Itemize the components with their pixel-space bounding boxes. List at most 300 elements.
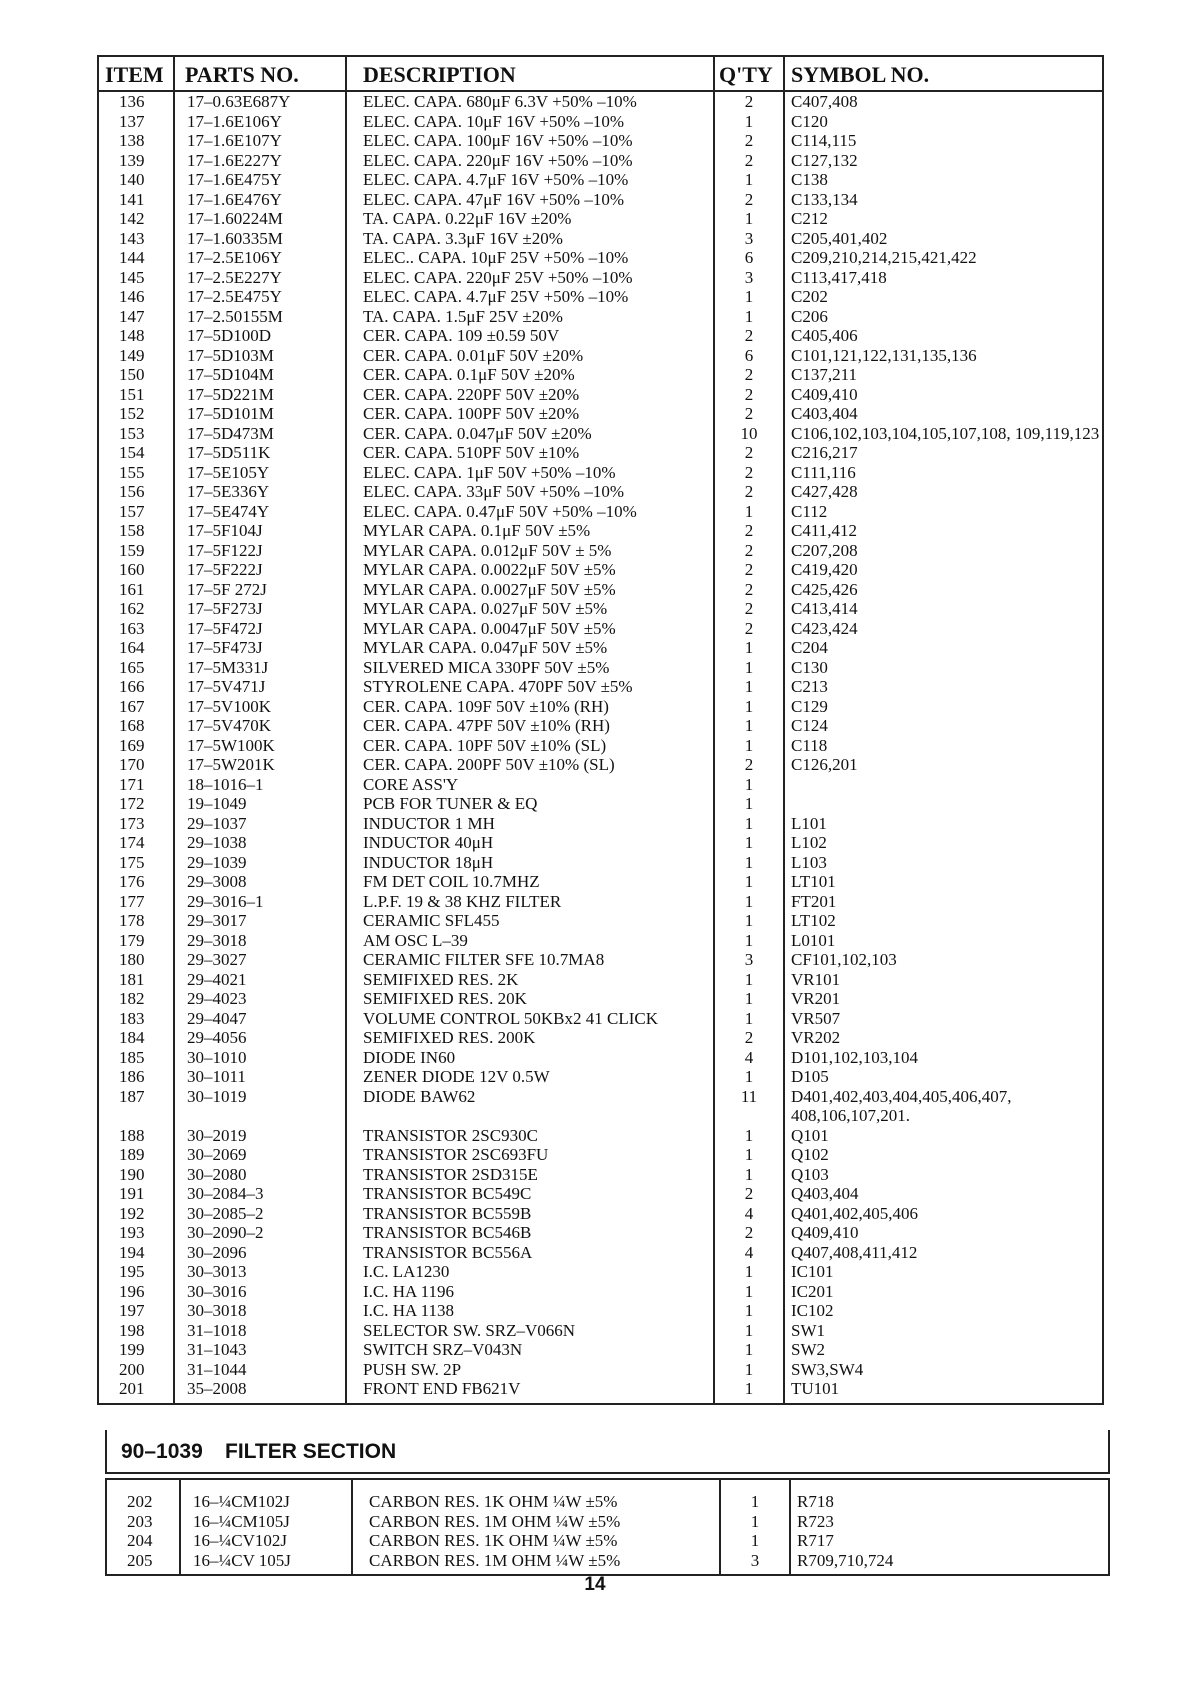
- description-cell: CER. CAPA. 10PF 50V ±10% (SL): [346, 736, 714, 756]
- symbol-cell: R717: [790, 1531, 1109, 1551]
- parts-no-cell: 30–1011: [174, 1067, 346, 1087]
- symbol-cell: C202: [784, 287, 1103, 307]
- description-cell: CERAMIC SFL455: [346, 911, 714, 931]
- item-cell: 179: [98, 931, 174, 951]
- table-row: [98, 1165, 1103, 1185]
- item-cell: 174: [98, 833, 174, 853]
- item-cell: 142: [98, 209, 174, 229]
- table-row: [98, 307, 1103, 327]
- table-row: [98, 1223, 1103, 1243]
- parts-no-cell: 17–1.6E107Y: [174, 131, 346, 151]
- qty-cell: 1: [714, 307, 784, 327]
- symbol-cell: LT102: [784, 911, 1103, 931]
- qty-cell: 1: [714, 814, 784, 834]
- qty-cell: 4: [714, 1243, 784, 1263]
- description-cell: ELEC. CAPA. 10μF 16V +50% –10%: [346, 112, 714, 132]
- table-row: [98, 1379, 1103, 1404]
- parts-no-cell: 17–0.63E687Y: [174, 91, 346, 112]
- symbol-cell: C212: [784, 209, 1103, 229]
- symbol-cell: C425,426: [784, 580, 1103, 600]
- symbol-cell: C423,424: [784, 619, 1103, 639]
- qty-cell: 2: [714, 463, 784, 483]
- table-row: [98, 365, 1103, 385]
- parts-no-cell: 17–5W201K: [174, 755, 346, 775]
- table-row: [98, 638, 1103, 658]
- table-row: [98, 1262, 1103, 1282]
- qty-cell: 1: [714, 287, 784, 307]
- qty-cell: 2: [714, 1223, 784, 1243]
- table-row: [98, 853, 1103, 873]
- description-cell: AM OSC L–39: [346, 931, 714, 951]
- table-row: [98, 287, 1103, 307]
- item-cell: 197: [98, 1301, 174, 1321]
- parts-table-body: [98, 91, 1103, 1404]
- parts-no-cell: 17–5E474Y: [174, 502, 346, 522]
- description-cell: CER. CAPA. 0.01μF 50V ±20%: [346, 346, 714, 366]
- qty-cell: 3: [714, 268, 784, 288]
- parts-no-cell: 30–2085–2: [174, 1204, 346, 1224]
- item-cell: 194: [98, 1243, 174, 1263]
- item-cell: 136: [98, 91, 174, 112]
- parts-no-cell: 17–1.60335M: [174, 229, 346, 249]
- symbol-cell: D401,402,403,404,405,406,407, 408,106,107,201.: [784, 1087, 1103, 1126]
- description-cell: I.C. LA1230: [346, 1262, 714, 1282]
- section-code: 90–1039: [121, 1440, 203, 1463]
- qty-cell: 1: [714, 697, 784, 717]
- symbol-cell: R723: [790, 1512, 1109, 1532]
- parts-no-cell: 29–4047: [174, 1009, 346, 1029]
- qty-cell: 1: [714, 170, 784, 190]
- description-cell: SEMIFIXED RES. 20K: [346, 989, 714, 1009]
- description-cell: TRANSISTOR 2SD315E: [346, 1165, 714, 1185]
- symbol-cell: D105: [784, 1067, 1103, 1087]
- description-cell: FM DET COIL 10.7MHZ: [346, 872, 714, 892]
- description-cell: SELECTOR SW. SRZ–V066N: [346, 1321, 714, 1341]
- description-cell: DIODE BAW62: [346, 1087, 714, 1126]
- table-row: [98, 599, 1103, 619]
- parts-no-cell: 17–5V100K: [174, 697, 346, 717]
- header-symbol-no: SYMBOL NO.: [784, 56, 1103, 91]
- table-row: [98, 1028, 1103, 1048]
- parts-no-cell: 17–1.6E227Y: [174, 151, 346, 171]
- parts-no-cell: 19–1049: [174, 794, 346, 814]
- item-cell: 182: [98, 989, 174, 1009]
- table-row: [98, 697, 1103, 717]
- description-cell: FRONT END FB621V: [346, 1379, 714, 1404]
- parts-no-cell: 30–2019: [174, 1126, 346, 1146]
- table-row: [98, 1243, 1103, 1263]
- symbol-cell: C407,408: [784, 91, 1103, 112]
- symbol-cell: VR101: [784, 970, 1103, 990]
- parts-no-cell: 17–5D104M: [174, 365, 346, 385]
- description-cell: CORE ASS'Y: [346, 775, 714, 795]
- description-cell: TRANSISTOR BC559B: [346, 1204, 714, 1224]
- parts-no-cell: 29–4021: [174, 970, 346, 990]
- description-cell: TA. CAPA. 3.3μF 16V ±20%: [346, 229, 714, 249]
- parts-no-cell: 29–4056: [174, 1028, 346, 1048]
- description-cell: CER. CAPA. 109 ±0.59 50V: [346, 326, 714, 346]
- item-cell: 199: [98, 1340, 174, 1360]
- description-cell: CER. CAPA. 220PF 50V ±20%: [346, 385, 714, 405]
- symbol-cell: SW2: [784, 1340, 1103, 1360]
- table-row: [98, 209, 1103, 229]
- section-title: FILTER SECTION: [225, 1440, 397, 1463]
- table-row: [98, 755, 1103, 775]
- symbol-cell: R709,710,724: [790, 1551, 1109, 1576]
- item-cell: 145: [98, 268, 174, 288]
- table-row: [98, 989, 1103, 1009]
- description-cell: TRANSISTOR BC556A: [346, 1243, 714, 1263]
- qty-cell: 1: [714, 716, 784, 736]
- qty-cell: 2: [714, 560, 784, 580]
- qty-cell: 1: [714, 677, 784, 697]
- description-cell: SILVERED MICA 330PF 50V ±5%: [346, 658, 714, 678]
- parts-no-cell: 30–1019: [174, 1087, 346, 1126]
- symbol-cell: L102: [784, 833, 1103, 853]
- item-cell: 166: [98, 677, 174, 697]
- symbol-cell: FT201: [784, 892, 1103, 912]
- qty-cell: 1: [714, 911, 784, 931]
- table-row: [98, 911, 1103, 931]
- item-cell: 170: [98, 755, 174, 775]
- parts-no-cell: 17–1.6E475Y: [174, 170, 346, 190]
- qty-cell: 6: [714, 248, 784, 268]
- symbol-cell: C114,115: [784, 131, 1103, 151]
- item-cell: 193: [98, 1223, 174, 1243]
- table-row: [98, 1360, 1103, 1380]
- table-row: [98, 736, 1103, 756]
- parts-no-cell: 30–3016: [174, 1282, 346, 1302]
- qty-cell: 11: [714, 1087, 784, 1126]
- description-cell: ELEC. CAPA. 220μF 25V +50% –10%: [346, 268, 714, 288]
- qty-cell: 3: [714, 229, 784, 249]
- parts-no-cell: 17–5F222J: [174, 560, 346, 580]
- description-cell: TRANSISTOR BC546B: [346, 1223, 714, 1243]
- description-cell: INDUCTOR 18μH: [346, 853, 714, 873]
- qty-cell: 2: [714, 1184, 784, 1204]
- table-row: [98, 833, 1103, 853]
- item-cell: 188: [98, 1126, 174, 1146]
- description-cell: CERAMIC FILTER SFE 10.7MA8: [346, 950, 714, 970]
- item-cell: 178: [98, 911, 174, 931]
- table-row: [98, 170, 1103, 190]
- qty-cell: 1: [714, 775, 784, 795]
- item-cell: 180: [98, 950, 174, 970]
- table-row: [98, 112, 1103, 132]
- symbol-cell: C133,134: [784, 190, 1103, 210]
- qty-cell: 1: [714, 1145, 784, 1165]
- table-row: [98, 443, 1103, 463]
- symbol-cell: C403,404: [784, 404, 1103, 424]
- symbol-cell: [784, 775, 1103, 795]
- description-cell: SWITCH SRZ–V043N: [346, 1340, 714, 1360]
- table-row: [98, 931, 1103, 951]
- qty-cell: 1: [714, 1301, 784, 1321]
- item-cell: 153: [98, 424, 174, 444]
- qty-cell: 2: [714, 521, 784, 541]
- table-row: [98, 580, 1103, 600]
- symbol-cell: SW3,SW4: [784, 1360, 1103, 1380]
- qty-cell: 4: [714, 1204, 784, 1224]
- symbol-cell: Q403,404: [784, 1184, 1103, 1204]
- parts-no-cell: 29–3017: [174, 911, 346, 931]
- symbol-cell: C209,210,214,215,421,422: [784, 248, 1103, 268]
- item-cell: 184: [98, 1028, 174, 1048]
- item-cell: 191: [98, 1184, 174, 1204]
- description-cell: TRANSISTOR 2SC930C: [346, 1126, 714, 1146]
- symbol-cell: D101,102,103,104: [784, 1048, 1103, 1068]
- item-cell: 173: [98, 814, 174, 834]
- table-row: [106, 1479, 1109, 1512]
- table-row: [98, 950, 1103, 970]
- table-row: [106, 1531, 1109, 1551]
- qty-cell: 2: [714, 1028, 784, 1048]
- parts-no-cell: 16–¼CM105J: [180, 1512, 352, 1532]
- item-cell: 189: [98, 1145, 174, 1165]
- parts-no-cell: 35–2008: [174, 1379, 346, 1404]
- table-row: [98, 326, 1103, 346]
- symbol-cell: L101: [784, 814, 1103, 834]
- symbol-cell: Q103: [784, 1165, 1103, 1185]
- description-cell: CARBON RES. 1M OHM ¼W ±5%: [352, 1551, 720, 1576]
- description-cell: ZENER DIODE 12V 0.5W: [346, 1067, 714, 1087]
- parts-no-cell: 29–1038: [174, 833, 346, 853]
- qty-cell: 1: [720, 1531, 790, 1551]
- item-cell: 144: [98, 248, 174, 268]
- qty-cell: 1: [714, 1067, 784, 1087]
- item-cell: 187: [98, 1087, 174, 1126]
- description-cell: MYLAR CAPA. 0.027μF 50V ±5%: [346, 599, 714, 619]
- item-cell: 165: [98, 658, 174, 678]
- symbol-cell: C118: [784, 736, 1103, 756]
- item-cell: 157: [98, 502, 174, 522]
- description-cell: CER. CAPA. 0.047μF 50V ±20%: [346, 424, 714, 444]
- table-row: [98, 1184, 1103, 1204]
- symbol-cell: VR201: [784, 989, 1103, 1009]
- description-cell: CER. CAPA. 0.1μF 50V ±20%: [346, 365, 714, 385]
- header-item: ITEM: [98, 56, 174, 91]
- parts-no-cell: 18–1016–1: [174, 775, 346, 795]
- qty-cell: 1: [714, 1165, 784, 1185]
- parts-no-cell: 29–4023: [174, 989, 346, 1009]
- symbol-cell: C216,217: [784, 443, 1103, 463]
- item-cell: 141: [98, 190, 174, 210]
- table-row: [98, 1321, 1103, 1341]
- symbol-cell: IC201: [784, 1282, 1103, 1302]
- parts-no-cell: 29–3016–1: [174, 892, 346, 912]
- description-cell: ELEC. CAPA. 33μF 50V +50% –10%: [346, 482, 714, 502]
- description-cell: TA. CAPA. 0.22μF 16V ±20%: [346, 209, 714, 229]
- item-cell: 201: [98, 1379, 174, 1404]
- symbol-cell: L103: [784, 853, 1103, 873]
- parts-no-cell: 17–1.60224M: [174, 209, 346, 229]
- symbol-cell: C130: [784, 658, 1103, 678]
- description-cell: MYLAR CAPA. 0.0022μF 50V ±5%: [346, 560, 714, 580]
- qty-cell: 1: [720, 1512, 790, 1532]
- qty-cell: 1: [714, 658, 784, 678]
- parts-no-cell: 17–5D221M: [174, 385, 346, 405]
- qty-cell: 1: [714, 892, 784, 912]
- symbol-cell: C405,406: [784, 326, 1103, 346]
- description-cell: CER. CAPA. 510PF 50V ±10%: [346, 443, 714, 463]
- item-cell: 176: [98, 872, 174, 892]
- symbol-cell: C206: [784, 307, 1103, 327]
- parts-no-cell: 17–5E336Y: [174, 482, 346, 502]
- table-row: [98, 677, 1103, 697]
- symbol-cell: Q409,410: [784, 1223, 1103, 1243]
- table-row: [106, 1551, 1109, 1576]
- parts-no-cell: 17–5D511K: [174, 443, 346, 463]
- parts-no-cell: 31–1044: [174, 1360, 346, 1380]
- symbol-cell: [784, 794, 1103, 814]
- symbol-cell: C427,428: [784, 482, 1103, 502]
- table-row: [98, 385, 1103, 405]
- symbol-cell: C138: [784, 170, 1103, 190]
- item-cell: 196: [98, 1282, 174, 1302]
- parts-no-cell: 17–5F122J: [174, 541, 346, 561]
- qty-cell: 2: [714, 326, 784, 346]
- parts-no-cell: 29–3008: [174, 872, 346, 892]
- qty-cell: 2: [714, 190, 784, 210]
- item-cell: 138: [98, 131, 174, 151]
- symbol-cell: SW1: [784, 1321, 1103, 1341]
- item-cell: 169: [98, 736, 174, 756]
- table-row: [98, 268, 1103, 288]
- item-cell: 198: [98, 1321, 174, 1341]
- qty-cell: 6: [714, 346, 784, 366]
- symbol-cell: IC101: [784, 1262, 1103, 1282]
- page-number: 14: [584, 1574, 606, 1595]
- parts-no-cell: 17–5V471J: [174, 677, 346, 697]
- table-row: [98, 775, 1103, 795]
- qty-cell: 1: [714, 794, 784, 814]
- table-row: [98, 872, 1103, 892]
- filter-parts-table: [105, 1478, 1110, 1576]
- parts-no-cell: 17–5D100D: [174, 326, 346, 346]
- symbol-cell: C413,414: [784, 599, 1103, 619]
- qty-cell: 1: [714, 853, 784, 873]
- symbol-cell: C120: [784, 112, 1103, 132]
- parts-no-cell: 29–1037: [174, 814, 346, 834]
- parts-no-cell: 17–5V470K: [174, 716, 346, 736]
- symbol-cell: C419,420: [784, 560, 1103, 580]
- symbol-cell: C101,121,122,131,135,136: [784, 346, 1103, 366]
- parts-no-cell: 16–¼CV102J: [180, 1531, 352, 1551]
- description-cell: ELEC. CAPA. 4.7μF 16V +50% –10%: [346, 170, 714, 190]
- description-cell: TRANSISTOR BC549C: [346, 1184, 714, 1204]
- qty-cell: 2: [714, 385, 784, 405]
- symbol-cell: C113,417,418: [784, 268, 1103, 288]
- table-row: [98, 1126, 1103, 1146]
- description-cell: ELEC. CAPA. 4.7μF 25V +50% –10%: [346, 287, 714, 307]
- symbol-cell: Q101: [784, 1126, 1103, 1146]
- item-cell: 137: [98, 112, 174, 132]
- item-cell: 151: [98, 385, 174, 405]
- description-cell: CER. CAPA. 109F 50V ±10% (RH): [346, 697, 714, 717]
- item-cell: 148: [98, 326, 174, 346]
- table-row: [98, 502, 1103, 522]
- item-cell: 161: [98, 580, 174, 600]
- symbol-cell: LT101: [784, 872, 1103, 892]
- parts-no-cell: 17–5F472J: [174, 619, 346, 639]
- symbol-cell: VR507: [784, 1009, 1103, 1029]
- header-qty: Q'TY: [714, 56, 784, 91]
- table-row: [98, 404, 1103, 424]
- parts-no-cell: 17–5D473M: [174, 424, 346, 444]
- qty-cell: 3: [720, 1551, 790, 1576]
- item-cell: 185: [98, 1048, 174, 1068]
- table-row: [98, 151, 1103, 171]
- item-cell: 163: [98, 619, 174, 639]
- item-cell: 177: [98, 892, 174, 912]
- symbol-cell: L0101: [784, 931, 1103, 951]
- qty-cell: 1: [714, 989, 784, 1009]
- item-cell: 162: [98, 599, 174, 619]
- parts-no-cell: 17–2.5E227Y: [174, 268, 346, 288]
- table-row: [98, 1340, 1103, 1360]
- item-cell: 205: [106, 1551, 180, 1576]
- symbol-cell: C124: [784, 716, 1103, 736]
- item-cell: 152: [98, 404, 174, 424]
- table-row: [98, 619, 1103, 639]
- parts-no-cell: 30–1010: [174, 1048, 346, 1068]
- description-cell: INDUCTOR 1 MH: [346, 814, 714, 834]
- parts-no-cell: 29–3018: [174, 931, 346, 951]
- symbol-cell: Q401,402,405,406: [784, 1204, 1103, 1224]
- item-cell: 202: [106, 1479, 180, 1512]
- item-cell: 181: [98, 970, 174, 990]
- table-row: [98, 248, 1103, 268]
- item-cell: 168: [98, 716, 174, 736]
- symbol-cell: C126,201: [784, 755, 1103, 775]
- parts-no-cell: 17–5W100K: [174, 736, 346, 756]
- symbol-cell: Q102: [784, 1145, 1103, 1165]
- description-cell: ELEC. CAPA. 1μF 50V +50% –10%: [346, 463, 714, 483]
- parts-no-cell: 17–2.50155M: [174, 307, 346, 327]
- section-header: [105, 1430, 1110, 1474]
- description-cell: ELEC.. CAPA. 10μF 25V +50% –10%: [346, 248, 714, 268]
- table-row: [98, 424, 1103, 444]
- qty-cell: 1: [714, 833, 784, 853]
- symbol-cell: C205,401,402: [784, 229, 1103, 249]
- parts-no-cell: 17–5M331J: [174, 658, 346, 678]
- description-cell: L.P.F. 19 & 38 KHZ FILTER: [346, 892, 714, 912]
- qty-cell: 1: [714, 872, 784, 892]
- symbol-cell: IC102: [784, 1301, 1103, 1321]
- parts-no-cell: 31–1043: [174, 1340, 346, 1360]
- item-cell: 139: [98, 151, 174, 171]
- description-cell: MYLAR CAPA. 0.0047μF 50V ±5%: [346, 619, 714, 639]
- parts-no-cell: 17–2.5E106Y: [174, 248, 346, 268]
- table-row: [98, 1067, 1103, 1087]
- table-row: [98, 560, 1103, 580]
- table-row: [98, 1145, 1103, 1165]
- parts-no-cell: 17–1.6E476Y: [174, 190, 346, 210]
- table-row: [98, 541, 1103, 561]
- parts-no-cell: 17–2.5E475Y: [174, 287, 346, 307]
- parts-no-cell: 30–2080: [174, 1165, 346, 1185]
- qty-cell: 1: [714, 1262, 784, 1282]
- parts-no-cell: 17–5D103M: [174, 346, 346, 366]
- description-cell: SEMIFIXED RES. 2K: [346, 970, 714, 990]
- description-cell: CER. CAPA. 200PF 50V ±10% (SL): [346, 755, 714, 775]
- item-cell: 186: [98, 1067, 174, 1087]
- header-parts-no: PARTS NO.: [174, 56, 346, 91]
- description-cell: MYLAR CAPA. 0.0027μF 50V ±5%: [346, 580, 714, 600]
- symbol-cell: TU101: [784, 1379, 1103, 1404]
- parts-no-cell: 30–2069: [174, 1145, 346, 1165]
- qty-cell: 2: [714, 365, 784, 385]
